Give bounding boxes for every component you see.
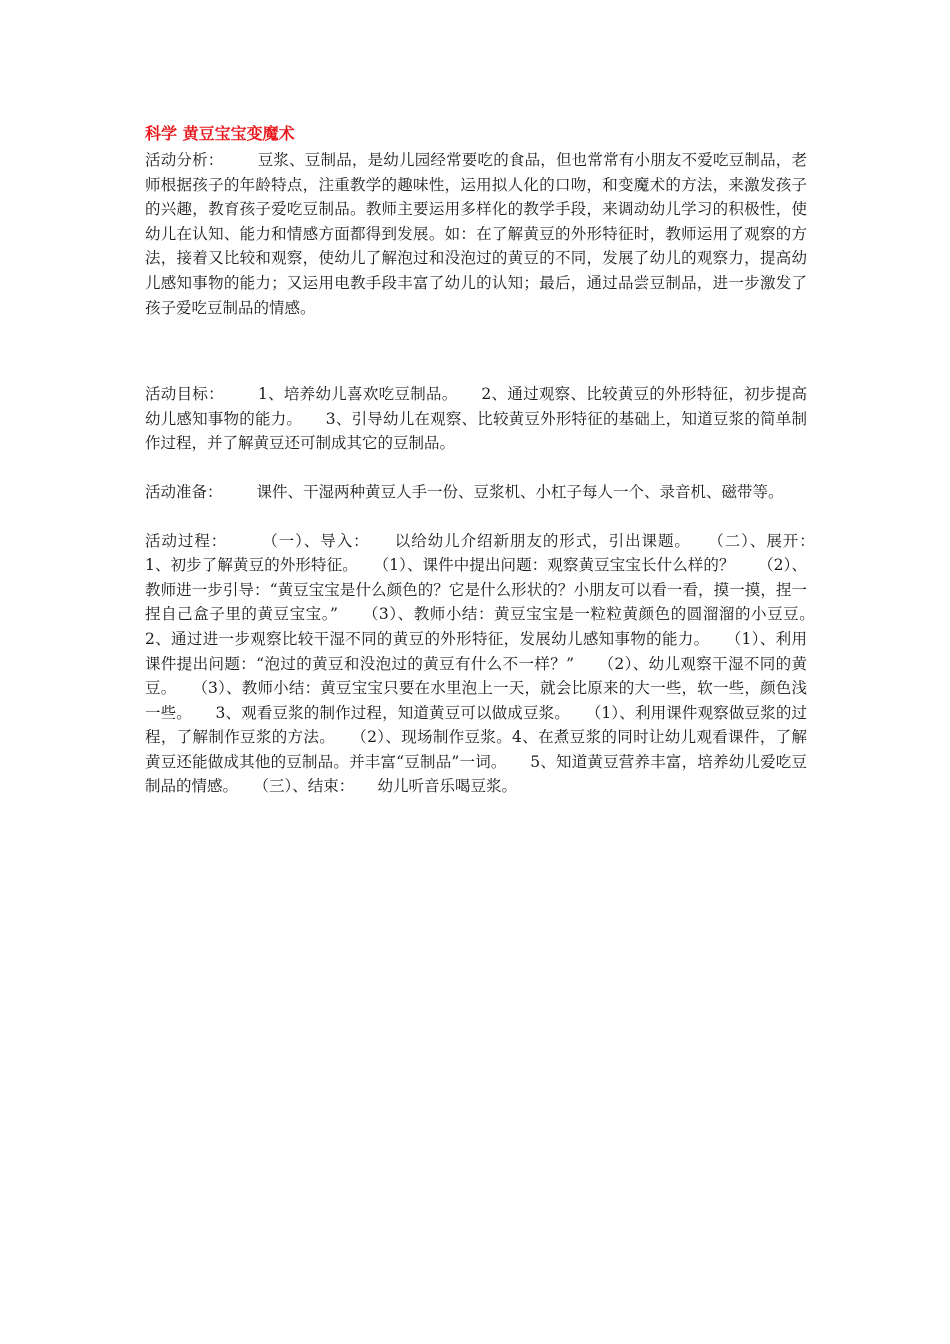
preparation-label: 活动准备： xyxy=(145,482,223,501)
section-spacer xyxy=(145,505,807,529)
goals-label: 活动目标： xyxy=(145,385,224,404)
analysis-label: 活动分析： xyxy=(145,151,224,169)
document-page xyxy=(145,122,839,799)
goals-text: 1、培养幼儿喜欢吃豆制品。 2、通过观察、比较黄豆的外形特征，初步提高幼儿感知事物的能力。 3、引导幼儿在观察、比较黄豆外形特征的基础上，知道豆浆的简单制作过程，并了解黄豆还可制成其它的豆制品。 xyxy=(145,385,807,453)
process-text: （一）、导入： 以给幼儿介绍新朋友的形式，引出课题。 （二）、展开： 1、初步了解黄豆的外形特征。 （1）、课件中提出问题：观察黄豆宝宝长什么样的？ （2）、教师进一步引导：“黄豆宝宝是什么颜色的？它是什么形状的？小朋友可以看一看，摸一摸，捏一捏自己盒子里的黄豆宝宝。” （3）、教师小结：黄豆宝宝是一粒粒黄颜色的圆溜溜的小豆豆。 2、通过进一步观察比较干湿不同的黄豆的外形特征，发展幼儿感知事物的能力。 （1）、利用课件提出问题：“泡过的黄豆和没泡过的黄豆有什么不一样？” （2）、幼儿观察干湿不同的黄豆。 （3）、教师小结：黄豆宝宝只要在水里泡上一天，就会比原来的大一些，软一些，颜色浅一些。 3、观看豆浆的制作过程，知道黄豆可以做成豆浆。 （1）、利用课件观察做豆浆的过程，了解制作豆浆的方法。 （2）、现场制作豆浆。4、在煮豆浆的同时让幼儿观看课件，了解黄豆还能做成其他的豆制品。并丰富“豆制品”一词。 5、知道黄豆营养丰富，培养幼儿爱吃豆制品的情感。 （三）、结束： 幼儿听音乐喝豆浆。 xyxy=(145,531,839,796)
activity-process xyxy=(145,529,839,800)
preparation-text: 课件、干湿两种黄豆人手一份、豆浆机、小杠子每人一个、录音机、磁带等。 xyxy=(256,482,784,501)
process-label: 活动过程： xyxy=(145,531,228,550)
document-title: 科学 黄豆宝宝变魔术 xyxy=(145,124,295,143)
activity-preparation xyxy=(145,480,807,505)
analysis-text: 豆浆、豆制品，是幼儿园经常要吃的食品，但也常常有小朋友不爱吃豆制品，老师根据孩子的年龄特点，注重教学的趣味性，运用拟人化的口吻，和变魔术的方法，来激发孩子的兴趣，教育孩子爱吃豆制品。教师主要运用多样化的教学手段，来调动幼儿学习的积极性，使幼儿在认知、能力和情感方面都得到发展。如：在了解黄豆的外形特征时，教师运用了观察的方法，接着又比较和观察，使幼儿了解泡过和没泡过的黄豆的不同，发展了幼儿的观察力，提高幼儿感知事物的能力；又运用电教手段丰富了幼儿的认知；最后，通过品尝豆制品，进一步激发了孩子爱吃豆制品的情感。 xyxy=(145,151,807,317)
activity-analysis xyxy=(145,148,807,320)
activity-goals xyxy=(145,382,807,456)
section-spacer xyxy=(145,456,807,480)
section-spacer xyxy=(145,320,807,382)
